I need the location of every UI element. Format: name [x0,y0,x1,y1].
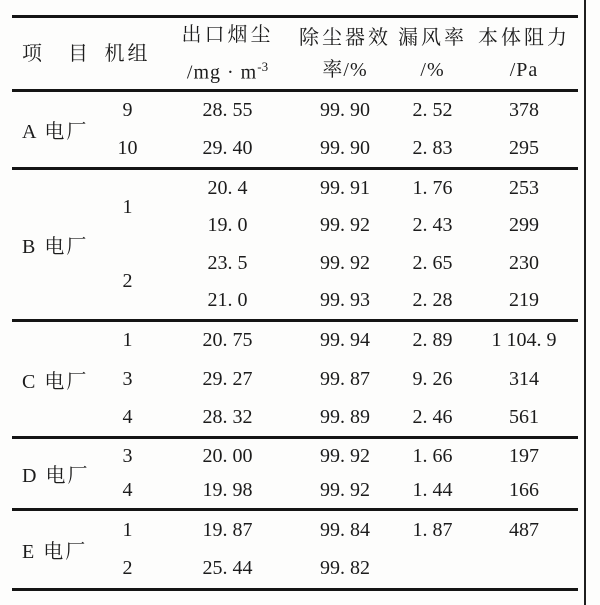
efficiency-cell: 99. 90 [320,136,370,159]
section-plant-e [12,510,578,590]
col-header-item-label: 项 目 [22,42,91,65]
unit-cell: 3 [122,367,133,390]
section-plant-a [12,91,578,169]
dust-cell: 28. 55 [202,99,253,122]
table-row [12,438,578,474]
resistance-cell: 487 [509,518,539,541]
leakage-cell: 2. 43 [412,214,453,236]
table-row [12,130,578,169]
resistance-cell: 253 [509,176,539,199]
table-row [12,360,578,399]
leakage-cell: 2. 83 [412,136,453,159]
dust-cell: 20. 75 [202,329,253,352]
outlet-dust-unit-exponent: -3 [257,58,269,74]
dust-cell: 19. 0 [207,214,248,236]
leakage-cell: 2. 28 [412,289,453,312]
resistance-cell [470,550,578,590]
resistance-cell: 295 [509,136,539,159]
unit-cell: 9 [122,99,133,122]
efficiency-cell: 99. 92 [320,252,370,274]
resistance-cell: 166 [509,479,539,502]
table-row [12,321,578,360]
header-row [12,17,578,91]
resistance-cell: 230 [509,252,539,274]
outlet-dust-unit-prefix: /mg · m [186,61,258,84]
plant-label: A 电厂 [22,121,89,143]
air-leakage-unit: /% [420,58,445,81]
table-row [12,399,578,438]
resistance-cell: 378 [509,99,539,122]
unit-cell: 1 [122,195,133,218]
resistance-cell: 299 [509,214,539,236]
table-row [12,245,578,283]
leakage-cell: 2. 52 [412,99,453,122]
dust-cell: 21. 0 [207,289,248,312]
dust-cell: 25. 44 [202,557,253,580]
resistance-cell: 561 [509,405,539,428]
dust-cell: 20. 00 [202,444,253,467]
collector-efficiency-unit: 率/% [322,58,368,81]
table-row [12,169,578,207]
col-header-item [12,17,95,91]
efficiency-cell: 99. 89 [320,405,370,428]
air-leakage-title: 漏风率 [398,26,467,49]
plant-label: C 电厂 [22,370,89,393]
leakage-cell: 2. 46 [412,405,453,428]
resistance-cell: 1 104. 9 [491,329,557,352]
efficiency-cell: 99. 92 [320,214,370,236]
unit-cell: 2 [122,270,133,293]
dust-cell: 19. 98 [202,479,253,502]
dust-cell: 29. 40 [202,136,253,159]
body-resistance-title: 本体阻力 [478,26,570,49]
efficiency-cell: 99. 91 [320,176,370,199]
leakage-cell: 1. 76 [412,176,453,199]
col-header-collector-efficiency [295,17,395,91]
table-row [12,550,578,590]
outlet-dust-unit [160,51,295,89]
section-plant-d [12,438,578,510]
resistance-cell: 197 [509,444,539,467]
efficiency-cell: 99. 87 [320,367,370,390]
body-resistance-unit: /Pa [509,58,539,81]
dust-cell: 28. 32 [202,405,253,428]
efficiency-cell: 99. 82 [320,557,370,580]
unit-cell: 2 [122,557,133,580]
leakage-cell [395,550,470,590]
col-header-body-resistance [470,17,578,91]
efficiency-cell: 99. 92 [320,444,370,467]
efficiency-cell: 99. 93 [320,289,370,312]
plant-label: D 电厂 [22,465,90,487]
dust-cell: 20. 4 [207,176,248,199]
power-plant-dust-table [12,15,578,591]
unit-cell: 4 [122,405,133,428]
collector-efficiency-title: 除尘器效 [299,26,391,49]
plant-label: E 电厂 [22,541,88,563]
dust-cell: 19. 87 [202,518,253,541]
section-plant-c [12,321,578,438]
dust-cell: 29. 27 [202,367,253,390]
page-right-rule [584,0,586,605]
unit-cell: 1 [122,518,133,541]
leakage-cell: 1. 66 [412,444,453,467]
leakage-cell: 1. 87 [412,518,453,541]
outlet-dust-title: 出口烟尘 [181,23,274,46]
resistance-cell: 219 [509,289,539,312]
section-plant-b [12,169,578,321]
unit-cell: 4 [122,479,133,502]
table-row [12,510,578,550]
efficiency-cell: 99. 90 [320,99,370,122]
table-row [12,91,578,130]
col-header-air-leakage [395,17,470,91]
col-header-outlet-dust [160,17,295,91]
resistance-cell: 314 [509,367,539,390]
col-header-unit-label: 机组 [104,42,151,65]
efficiency-cell: 99. 84 [320,518,370,541]
efficiency-cell: 99. 94 [320,329,370,352]
efficiency-cell: 99. 92 [320,479,370,502]
col-header-unit [95,17,160,91]
unit-cell: 1 [122,329,133,352]
dust-cell: 23. 5 [207,252,248,274]
unit-cell: 10 [117,136,138,159]
table-row [12,474,578,510]
table-header [12,17,578,91]
leakage-cell: 2. 65 [412,252,453,274]
leakage-cell: 9. 26 [412,367,453,390]
leakage-cell: 1. 44 [412,479,453,502]
plant-label: B 电厂 [22,236,89,258]
unit-cell: 3 [122,444,133,467]
leakage-cell: 2. 89 [412,329,453,352]
